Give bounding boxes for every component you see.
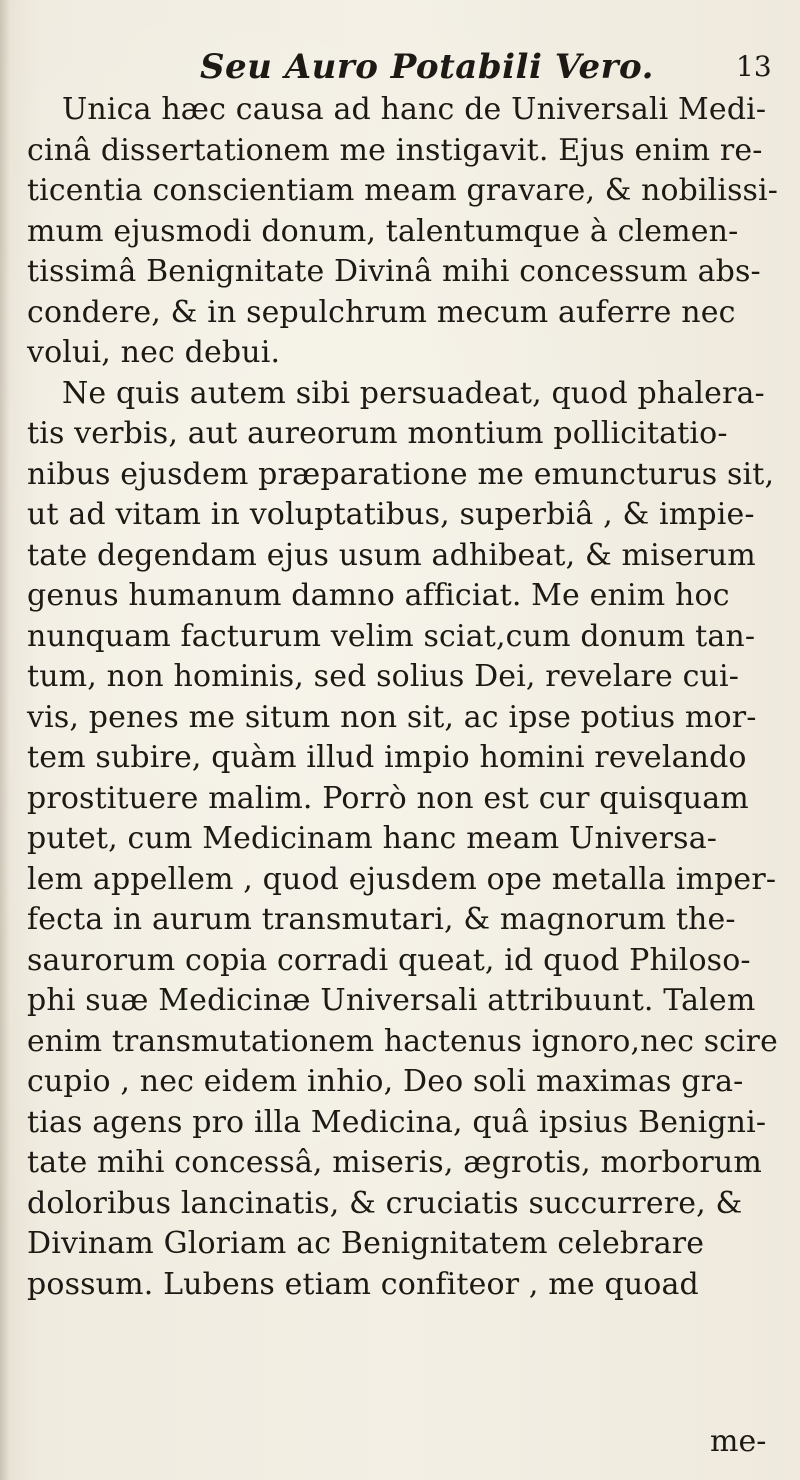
text-line: tate degendam ejus usum adhibeat, & miserum [27,537,756,573]
text-line: putet, cum Medicinam hanc meam Universa- [27,821,718,856]
page-header [0,42,800,92]
text-line: vis, penes me situm non sit, ac ipse potius mor- [27,699,757,735]
text-line: tissimâ Benignitate Divinâ mihi concessum abs- [27,254,761,289]
text-line: fecta in aurum transmutari, & magnorum the- [27,902,736,937]
text-line: Divinam Gloriam ac Benignitatem celebrare [27,1226,705,1261]
text-line: Ne quis autem sibi persuadeat, quod phalera- [62,375,765,411]
text-line: saurorum copia corradi queat, id quod Philoso- [27,942,751,978]
text-line: tem subire, quàm illud impio homini revelando [27,740,747,775]
gutter-shadow [0,0,10,1480]
text-line: tias agens pro illa Medicina, quâ ipsius Benigni- [27,1104,767,1140]
text-line: mum ejusmodi donum, talentumque à clemen- [27,213,739,249]
text-line: possum. Lubens etiam confiteor , me quoad [27,1266,699,1302]
text-line: nunquam facturum velim sciat,cum donum tan- [27,618,756,654]
text-line: tis verbis, aut aureorum montium pollicitatio- [27,416,728,451]
text-line: phi suæ Medicinæ Universali attribuunt. Talem [27,983,756,1018]
text-line: tum, non hominis, sed solius Dei, revelare cui- [27,659,740,694]
running-title: Seu Auro Potabili Vero. [200,47,654,87]
text-line: nibus ejusdem præparatione me emuncturus sit, [27,456,775,492]
text-line: cupio , nec eidem inhio, Deo soli maximas gra- [27,1064,744,1099]
text-line: volui, nec debui. [27,335,281,370]
text-line: tate mihi concessâ, miseris, ægrotis, morborum [27,1145,762,1180]
text-line: cinâ dissertationem me instigavit. Ejus enim re- [27,132,763,168]
text-line: genus humanum damno afficiat. Me enim hoc [27,578,730,613]
text-line: ticentia conscientiam meam gravare, & nobilissi- [27,173,778,208]
page-number: 13 [736,50,772,83]
text-line: condere, & in sepulchrum mecum auferre nec [27,294,736,330]
text-line: doloribus lancinatis, & cruciatis succurrere, & [27,1185,743,1221]
text-line: enim transmutationem hactenus ignoro,nec scire [27,1023,778,1059]
text-line: lem appellem , quod ejusdem ope metalla imper- [27,861,777,897]
text-line: Unica hæc causa ad hanc de Universali Medi- [62,92,767,127]
text-line: prostituere malim. Porrò non est cur quisquam [27,780,749,816]
text-line: ut ad vitam in voluptatibus, superbiâ , & impie- [27,497,755,532]
catchword: me- [710,1424,767,1459]
